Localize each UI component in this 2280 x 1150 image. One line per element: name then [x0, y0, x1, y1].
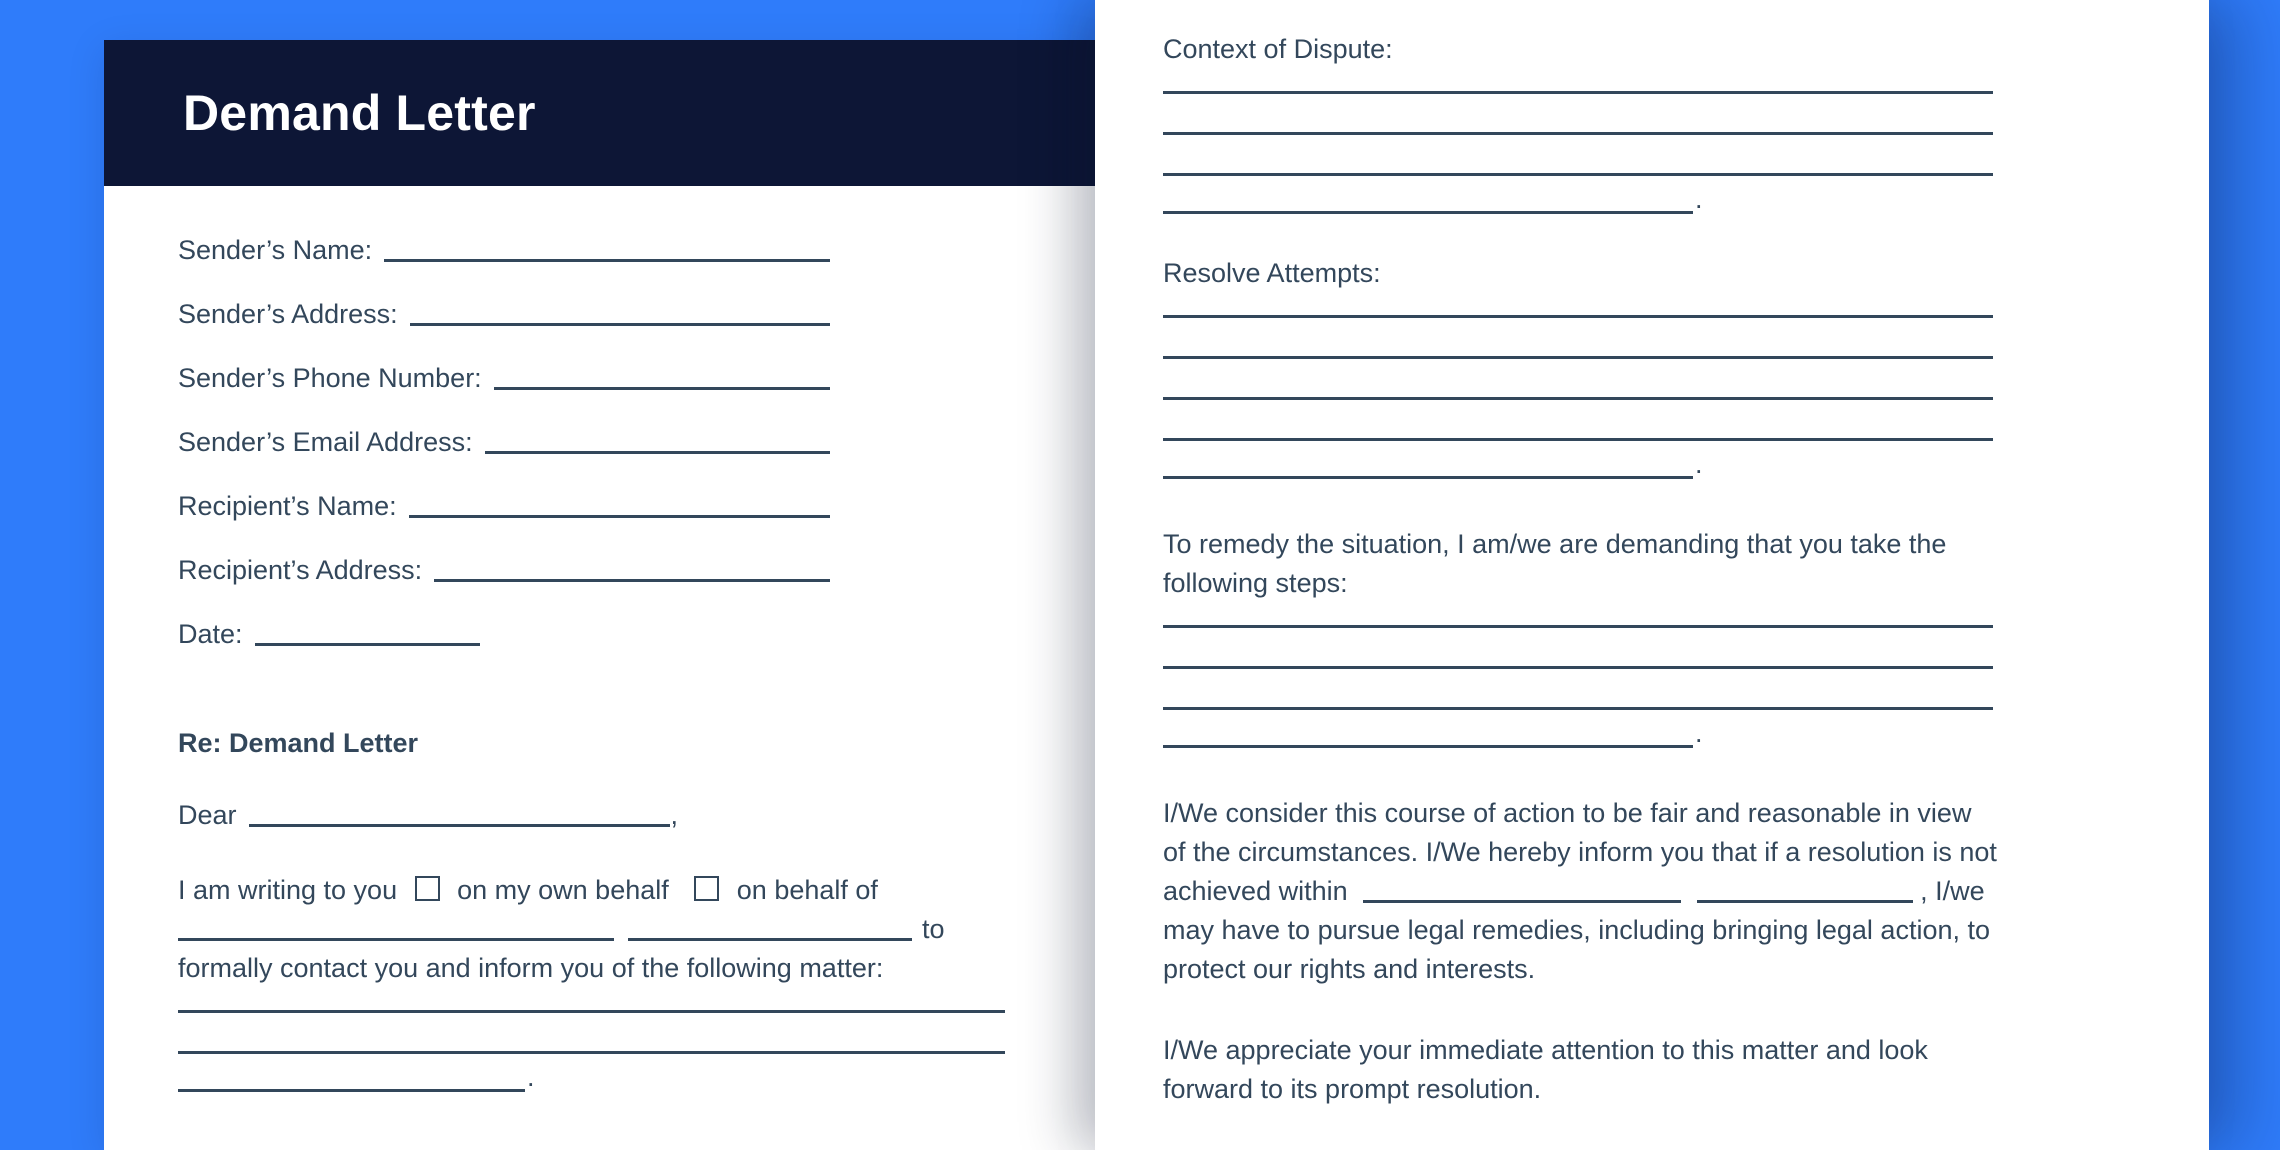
form-field-date — [178, 602, 480, 666]
consequences-text-part2: , I/we may have to pursue legal remedies, including bringing legal action, to protect our rights and interests. — [1163, 876, 1990, 984]
recipient-address-label: Recipient’s Address: — [178, 555, 423, 585]
sender-name-blank-line — [384, 257, 830, 262]
consequences-paragraph — [1163, 794, 1998, 989]
on-behalf-label: on behalf of — [736, 875, 878, 905]
remedy-heading: To remedy the situation, I am/we are demanding that you take the following steps: — [1163, 529, 1947, 598]
behalf-relation-blank-line — [628, 936, 912, 941]
remedy-write-lines — [1163, 587, 1993, 748]
intro-line-1 — [178, 871, 1008, 910]
context-of-dispute-heading: Context of Dispute: — [1163, 34, 1393, 64]
remedy-blank-line-4-row — [1163, 710, 1993, 748]
resolve-blank-line-3 — [1163, 359, 1993, 400]
consequences-text-part1: I/We consider this course of action to be fair and reasonable in view of the circumstances. I/We hereby inform you that if a resolution is not achieved within — [1163, 798, 1997, 906]
remedy-blank-line-2 — [1163, 628, 1993, 669]
resolve-blank-line-4 — [1163, 400, 1993, 441]
sender-phone-blank-line — [494, 385, 830, 390]
resolve-blank-line-5 — [1163, 441, 1693, 479]
closing-paragraph: I/We appreciate your immediate attention to this matter and look forward to its prompt resolution. — [1163, 1035, 1928, 1104]
resolve-blank-line-5-row — [1163, 441, 1993, 479]
sender-phone-label: Sender’s Phone Number: — [178, 363, 482, 393]
context-blank-line-2 — [1163, 94, 1993, 135]
salutation-blank-line — [249, 822, 671, 827]
behalf-name-blank-line — [178, 936, 614, 941]
recipient-address-blank-line — [434, 577, 830, 582]
deadline-blank-line-2 — [1697, 898, 1913, 903]
salutation-comma: , — [670, 800, 678, 830]
resolve-period: . — [1695, 449, 1703, 479]
page-2-content — [1095, 0, 1997, 1109]
intro-prefix: I am writing to you — [178, 875, 398, 905]
context-period: . — [1695, 184, 1703, 214]
checkbox-own-behalf-icon — [415, 876, 440, 901]
page-1-content — [104, 186, 1095, 1092]
own-behalf-label: on my own behalf — [457, 875, 669, 905]
sender-email-blank-line — [485, 449, 830, 454]
remedy-period: . — [1695, 718, 1703, 748]
context-blank-line-4 — [1163, 176, 1693, 214]
sender-address-label: Sender’s Address: — [178, 299, 398, 329]
intro-connector: to — [922, 914, 945, 944]
sender-name-label: Sender’s Name: — [178, 235, 373, 265]
recipient-name-label: Recipient’s Name: — [178, 491, 397, 521]
context-write-lines — [1163, 53, 1993, 214]
matter-blank-line-3-row — [178, 1054, 1035, 1092]
form-field-sender-name — [178, 218, 830, 282]
intro-line-3: formally contact you and inform you of the following matter: — [178, 953, 884, 983]
form-field-sender-address — [178, 282, 830, 346]
remedy-blank-line-4 — [1163, 710, 1693, 748]
document-title: Demand Letter — [183, 85, 536, 141]
intro-blank-row — [178, 910, 1008, 949]
salutation-row — [178, 793, 678, 837]
form-field-sender-email — [178, 410, 830, 474]
matter-period: . — [527, 1062, 535, 1092]
resolve-attempts-heading: Resolve Attempts: — [1163, 258, 1381, 288]
matter-blank-line-3 — [178, 1054, 525, 1092]
deadline-blank-line-1 — [1363, 898, 1681, 903]
form-field-sender-phone — [178, 346, 830, 410]
recipient-name-blank-line — [409, 513, 830, 518]
letter-page-2 — [1095, 0, 2209, 1150]
matter-blank-line-2 — [178, 1013, 1005, 1054]
date-label: Date: — [178, 619, 243, 649]
page-header-band — [104, 40, 1095, 186]
date-blank-line — [255, 641, 480, 646]
context-blank-line-3 — [1163, 135, 1993, 176]
letter-page-1 — [104, 40, 1095, 1150]
resolve-write-lines — [1163, 277, 1993, 479]
checkbox-on-behalf-icon — [694, 876, 719, 901]
intro-paragraph — [178, 871, 1008, 988]
form-field-recipient-address — [178, 538, 830, 602]
sender-email-label: Sender’s Email Address: — [178, 427, 473, 457]
matter-write-lines — [178, 972, 1035, 1092]
sender-address-blank-line — [410, 321, 830, 326]
subject-line: Re: Demand Letter — [178, 728, 419, 758]
context-blank-line-4-row — [1163, 176, 1993, 214]
resolve-blank-line-2 — [1163, 318, 1993, 359]
form-field-recipient-name — [178, 474, 830, 538]
remedy-blank-line-3 — [1163, 669, 1993, 710]
salutation-label: Dear — [178, 800, 237, 830]
